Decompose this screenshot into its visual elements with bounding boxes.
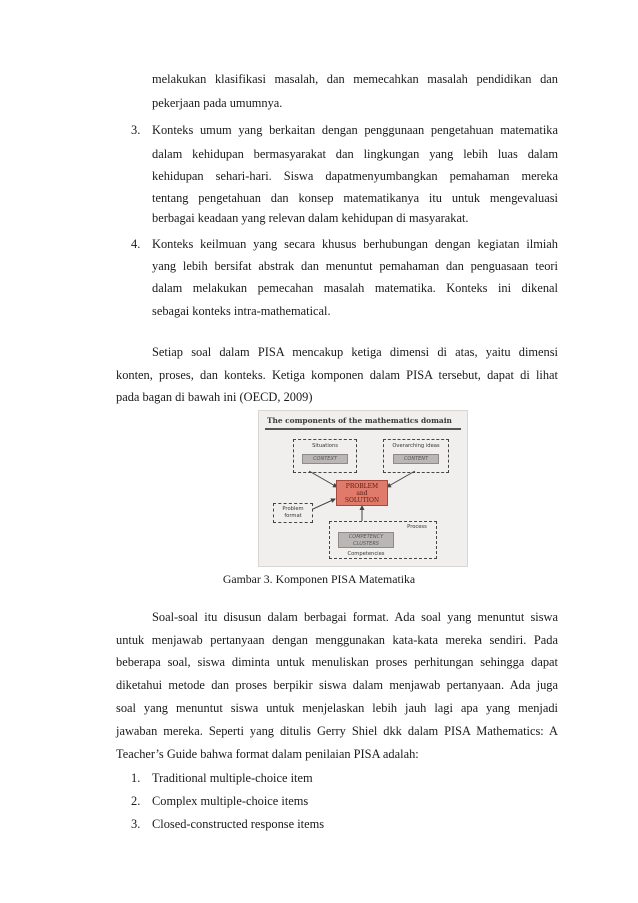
and-label: and: [356, 490, 368, 497]
problem-format-label-line-2: format: [284, 513, 302, 519]
paragraph-2-line-1: Soal-soal itu disusun dalam berbagai format. Ada soal yang menuntut siswa: [152, 610, 558, 624]
list-item-3-line-2: dalam kehidupan bermasyarakat dan lingkungan yang lebih luas dalam: [152, 147, 558, 161]
competencies-box: [329, 521, 437, 559]
competency-clusters-box: [338, 532, 394, 548]
list-item-2-continuation-line-1: melakukan klasifikasi masalah, dan memecahkan masalah pendidikan dan: [152, 72, 558, 86]
format-list-item-3: Closed-constructed response items: [152, 817, 325, 831]
paragraph-2-line-3: beberapa soal, siswa diminta untuk menuliskan proses perhitungan sehingga dapat: [116, 655, 558, 669]
clusters-label: CLUSTERS: [353, 541, 379, 547]
context-box: CONTEXT: [302, 454, 348, 464]
diagram-title: The components of the mathematics domain: [267, 416, 452, 425]
list-item-3-number: 3.: [131, 123, 141, 137]
format-list-item-1: Traditional multiple-choice item: [152, 771, 313, 785]
paragraph-2-line-7: Teacher’s Guide bahwa format dalam penilaian PISA adalah:: [116, 747, 419, 761]
process-label: Process: [407, 524, 427, 530]
competency-label: COMPETENCY: [348, 534, 384, 540]
paragraph-2-line-6: jawaban mereka. Seperti yang ditulis Gerry Shiel dkk dalam PISA Mathematics: A: [116, 724, 558, 738]
paragraph-1-line-3: pada bagan di bawah ini (OECD, 2009): [116, 390, 313, 404]
situations-box: [293, 439, 357, 473]
format-list-item-2-number: 2.: [131, 794, 141, 808]
list-item-4-line-2: yang lebih bersifat abstrak dan menuntut pemahaman dan penguasaan teori: [152, 259, 558, 273]
figure-caption: Gambar 3. Komponen PISA Matematika: [222, 572, 416, 586]
problem-format-label-line-1: Problem: [282, 506, 304, 512]
list-item-3-line-1: Konteks umum yang berkaitan dengan penggunaan pengetahuan matematika: [152, 123, 558, 137]
list-item-3-line-5: berbagai keadaan yang relevan dalam kehidupan di masyarakat.: [152, 211, 469, 225]
format-list-item-3-number: 3.: [131, 817, 141, 831]
problem-label: PROBLEM: [345, 483, 379, 490]
problem-and-solution-box: [336, 480, 388, 506]
list-item-4-number: 4.: [131, 237, 141, 251]
content-box: CONTENT: [393, 454, 439, 464]
format-list-item-1-number: 1.: [131, 771, 141, 785]
list-item-4-line-4: sebagai konteks intra-mathematical.: [152, 304, 331, 318]
pisa-components-diagram: [258, 410, 468, 567]
situations-label: Situations: [312, 443, 338, 449]
overarching-ideas-label: Overarching ideas: [392, 443, 440, 449]
paragraph-1-line-1: Setiap soal dalam PISA mencakup ketiga dimensi di atas, yaitu dimensi: [152, 345, 558, 359]
paragraph-2-line-4: diketahui metode dan proses berpikir siswa dalam menjawab pertanyaan. Ada juga: [116, 678, 558, 692]
list-item-4-line-3: dalam melakukan pemecahan masalah matematika. Konteks ini dikenal: [152, 281, 558, 295]
list-item-4-line-1: Konteks keilmuan yang secara khusus berhubungan dengan kegiatan ilmiah: [152, 237, 558, 251]
format-list-item-2: Complex multiple-choice items: [152, 794, 309, 808]
list-item-3-line-3: kehidupan sehari-hari. Siswa dapatmenyumbangkan pemahaman mereka: [152, 169, 558, 183]
list-item-3-line-4: tentang pengetahuan dan konsep matematikanya itu untuk mengevaluasi: [152, 191, 558, 205]
paragraph-2-line-2: untuk menjawab pertanyaan dengan menggunakan kata-kata mereka sendiri. Pada: [116, 633, 558, 647]
overarching-ideas-box: [383, 439, 449, 473]
list-item-2-continuation-line-2: pekerjaan pada umumnya.: [152, 96, 283, 110]
competencies-label: Competencies: [347, 551, 385, 557]
paragraph-2-line-5: soal yang menuntut siswa untuk menjelaskan lebih jauh lagi apa yang menjadi: [116, 701, 558, 715]
problem-format-box: [273, 503, 313, 523]
paragraph-1-line-2: konten, proses, dan konteks. Ketiga komponen dalam PISA tersebut, dapat di lihat: [116, 368, 558, 382]
solution-label: SOLUTION: [344, 497, 380, 504]
